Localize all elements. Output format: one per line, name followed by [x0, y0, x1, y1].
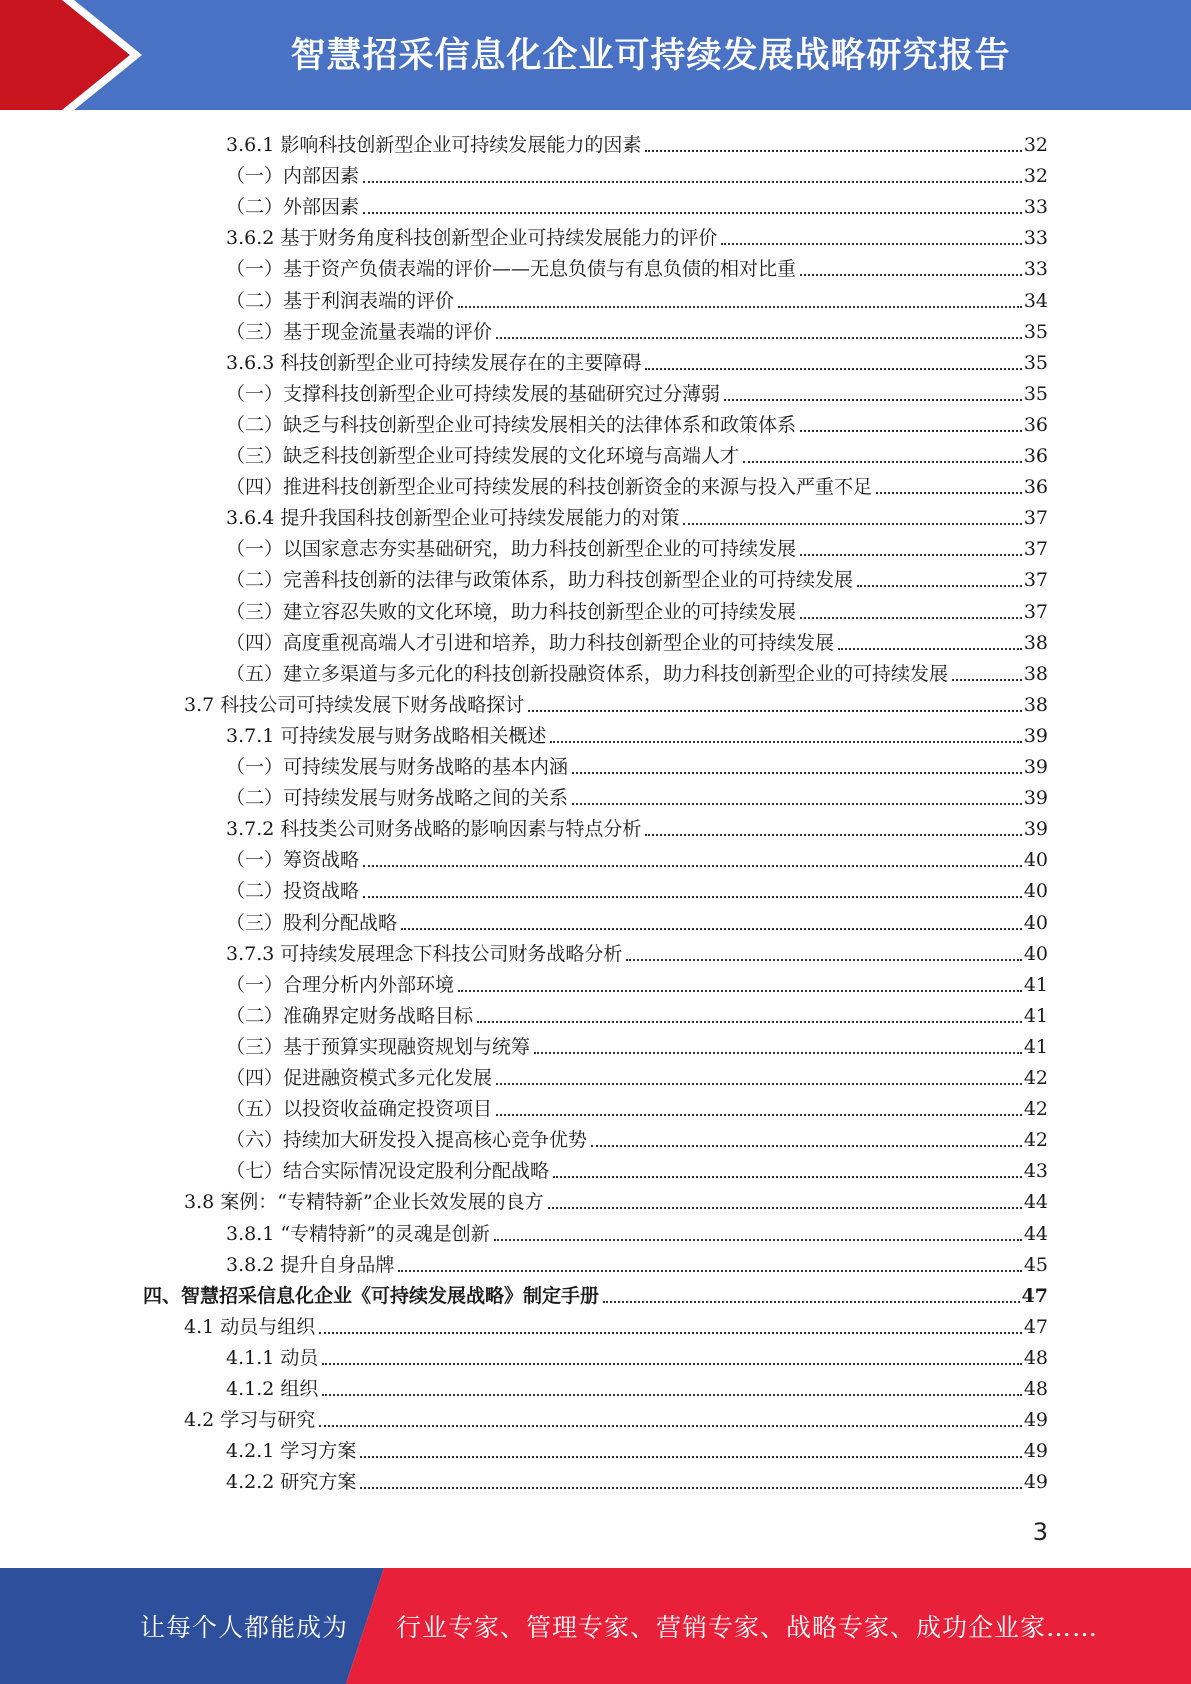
- toc-entry-page: 37: [1023, 507, 1048, 530]
- toc-entry-label: （三）缺乏科技创新型企业可持续发展的文化环境与高端人才: [226, 445, 740, 467]
- toc-leader-dots: [458, 306, 1022, 308]
- toc-entry[interactable]: [226, 624, 1048, 655]
- toc-entry-page: 49: [1023, 1471, 1048, 1494]
- toc-entry[interactable]: [184, 686, 1048, 717]
- toc-leader-dots: [645, 834, 1021, 836]
- toc-entry-label: （二）可持续发展与财务战略之间的关系: [226, 787, 569, 810]
- toc-entry[interactable]: [226, 282, 1048, 313]
- toc-leader-dots: [496, 1114, 1022, 1116]
- toc-leader-dots: [724, 399, 1022, 401]
- toc-leader-dots: [319, 1425, 1022, 1427]
- footer-slogan-right: 行业专家、管理专家、营销专家、战略专家、成功企业家……: [396, 1613, 1099, 1642]
- toc-entry-page: 36: [1023, 445, 1048, 467]
- toc-entry-label: （一）以国家意志夯实基础研究，助力科技创新型企业的可持续发展: [226, 538, 797, 561]
- toc-entry-page: 37: [1023, 600, 1048, 623]
- toc-entry-label: 3.6.2 基于财务角度科技创新型企业可持续发展能力的评价: [226, 227, 718, 250]
- toc-entry-page: 32: [1023, 165, 1048, 188]
- toc-entry[interactable]: [226, 810, 1048, 841]
- toc-entry-page: 42: [1023, 1129, 1048, 1152]
- toc-entry[interactable]: [226, 530, 1048, 561]
- toc-entry-label: （五）建立多渠道与多元化的科技创新投融资体系，助力科技创新型企业的可持续发展: [226, 662, 949, 685]
- toc-entry-label: （三）基于预算实现融资规划与统筹: [226, 1035, 531, 1058]
- toc-entry[interactable]: [226, 468, 1048, 499]
- toc-leader-dots: [534, 1052, 1022, 1054]
- toc-entry-label: 四、智慧招采信息化企业《可持续发展战略》制定手册: [143, 1284, 600, 1307]
- toc-entry-label: （三）建立容忍失败的文化环境，助力科技创新型企业的可持续发展: [226, 600, 797, 623]
- toc-entry[interactable]: [226, 966, 1048, 997]
- toc-entry[interactable]: [226, 1152, 1048, 1183]
- toc-leader-dots: [838, 648, 1022, 650]
- toc-entry[interactable]: [226, 499, 1048, 530]
- toc-entry-label: （二）缺乏与科技创新型企业可持续发展相关的法律体系和政策体系: [226, 413, 797, 436]
- toc-entry-page: 40: [1023, 880, 1048, 903]
- toc-leader-dots: [800, 430, 1022, 432]
- toc-entry[interactable]: [226, 872, 1048, 903]
- toc-entry[interactable]: [184, 1308, 1048, 1339]
- toc-leader-dots: [800, 274, 1022, 276]
- toc-entry-page: 49: [1023, 1440, 1048, 1463]
- toc-entry-page: 44: [1023, 1222, 1048, 1245]
- toc-leader-dots: [743, 461, 1022, 463]
- toc-entry[interactable]: [226, 717, 1048, 748]
- toc-entry-label: 3.6.4 提升我国科技创新型企业可持续发展能力的对策: [226, 507, 680, 530]
- toc-entry-page: 36: [1023, 476, 1048, 499]
- toc-leader-dots: [363, 181, 1022, 183]
- toc-leader-dots: [721, 243, 1021, 245]
- toc-entry-page: 38: [1023, 693, 1048, 716]
- page-number: 3: [1032, 1518, 1048, 1546]
- toc-entry-page: 45: [1023, 1253, 1048, 1276]
- toc-entry-label: 3.7.3 可持续发展理念下科技公司财务战略分析: [226, 942, 623, 965]
- toc-entry-page: 37: [1023, 569, 1048, 592]
- toc-entry-label: 4.1.1 动员: [226, 1346, 319, 1369]
- toc-leader-dots: [477, 1021, 1022, 1023]
- toc-entry-page: 40: [1023, 942, 1048, 965]
- toc-leader-dots: [591, 1145, 1022, 1147]
- toc-entry[interactable]: [226, 1463, 1048, 1494]
- toc-entry[interactable]: [226, 779, 1048, 810]
- page-header: [0, 0, 1191, 110]
- toc-entry[interactable]: [226, 1059, 1048, 1090]
- toc-entry-page: 40: [1023, 849, 1048, 872]
- toc-entry-label: （一）合理分析内外部环境: [226, 973, 455, 996]
- toc-entry-label: 4.2.1 学习方案: [226, 1440, 357, 1463]
- toc-entry[interactable]: [226, 313, 1048, 344]
- toc-entry-page: 42: [1023, 1067, 1048, 1089]
- header-chevron-logo: [0, 0, 160, 110]
- toc-entry-label: 3.6.3 科技创新型企业可持续发展存在的主要障碍: [226, 351, 642, 374]
- toc-entry-page: 39: [1023, 756, 1048, 778]
- toc-entry-page: 37: [1023, 538, 1048, 561]
- toc-entry-label: （一）筹资战略: [226, 849, 360, 872]
- toc-entry[interactable]: [226, 188, 1048, 219]
- toc-leader-dots: [360, 1456, 1021, 1458]
- toc-entry[interactable]: [226, 437, 1048, 468]
- toc-leader-dots: [363, 896, 1022, 898]
- toc-entry[interactable]: [226, 406, 1048, 437]
- toc-leader-dots: [645, 150, 1021, 152]
- toc-entry-label: （二）准确界定财务战略目标: [226, 1004, 474, 1027]
- toc-entry-label: （二）完善科技创新的法律与政策体系，助力科技创新型企业的可持续发展: [226, 569, 854, 592]
- toc-entry-label: （二）外部因素: [226, 196, 360, 219]
- toc-entry-page: 34: [1023, 289, 1048, 312]
- toc-entry-page: 33: [1023, 258, 1048, 281]
- toc-leader-dots: [528, 710, 1022, 712]
- toc-leader-dots: [800, 617, 1022, 619]
- toc-entry[interactable]: [226, 904, 1048, 935]
- toc-entry[interactable]: [184, 1183, 1048, 1214]
- toc-leader-dots: [876, 492, 1022, 494]
- toc-leader-dots: [398, 1270, 1021, 1272]
- toc-entry[interactable]: [226, 375, 1048, 406]
- toc-entry-label: （七）结合实际情况设定股利分配战略: [226, 1160, 550, 1183]
- toc-entry[interactable]: [226, 1215, 1048, 1246]
- toc-entry[interactable]: [143, 1277, 1048, 1308]
- toc-entry-label: （六）持续加大研发投入提高核心竞争优势: [226, 1129, 588, 1152]
- toc-entry-label: （二）投资战略: [226, 880, 360, 903]
- toc-entry-page: 41: [1023, 1004, 1048, 1027]
- footer-slogan-left: 让每个人都能成为: [140, 1613, 349, 1642]
- toc-entry-page: 32: [1023, 134, 1048, 156]
- toc-leader-dots: [496, 1083, 1022, 1085]
- toc-leader-dots: [319, 1332, 1022, 1334]
- toc-entry-page: 39: [1023, 787, 1048, 810]
- toc-entry[interactable]: [226, 655, 1048, 686]
- toc-entry-label: 3.8.1 “专精特新”的灵魂是创新: [226, 1222, 490, 1245]
- toc-entry-label: 3.6.1 影响科技创新型企业可持续发展能力的因素: [226, 134, 642, 156]
- toc-entry-page: 36: [1023, 413, 1048, 436]
- toc-leader-dots: [401, 928, 1022, 930]
- toc-leader-dots: [363, 212, 1022, 214]
- toc-entry[interactable]: [226, 593, 1048, 624]
- toc-entry-label: （一）基于资产负债表端的评价——无息负债与有息负债的相对比重: [226, 258, 797, 281]
- toc-entry-page: 44: [1023, 1191, 1048, 1214]
- page-footer: [0, 1568, 1191, 1684]
- toc-entry[interactable]: [226, 1028, 1048, 1059]
- toc-leader-dots: [645, 368, 1021, 370]
- toc-entry-page: 40: [1023, 911, 1048, 934]
- toc-entry[interactable]: [226, 1246, 1048, 1277]
- toc-entry[interactable]: [226, 935, 1048, 966]
- toc-entry[interactable]: [226, 1370, 1048, 1401]
- toc-entry-page: 39: [1023, 818, 1048, 841]
- toc-entry-label: 3.7 科技公司可持续发展下财务战略探讨: [184, 693, 525, 716]
- toc-entry-label: （一）支撑科技创新型企业可持续发展的基础研究过分薄弱: [226, 382, 721, 405]
- toc-entry-page: 35: [1023, 320, 1048, 343]
- report-title: 智慧招采信息化企业可持续发展战略研究报告: [290, 36, 1011, 76]
- toc-entry[interactable]: [226, 841, 1048, 872]
- toc-entry-label: （二）基于利润表端的评价: [226, 289, 455, 312]
- toc-entry[interactable]: [226, 1339, 1048, 1370]
- toc-entry-label: 4.1.2 组织: [226, 1378, 319, 1400]
- toc-entry-page: 42: [1023, 1098, 1048, 1121]
- toc-entry-page: 43: [1023, 1160, 1048, 1183]
- toc-entry-label: （三）基于现金流量表端的评价: [226, 320, 493, 343]
- toc-entry-page: 41: [1023, 973, 1048, 996]
- toc-entry[interactable]: [226, 1432, 1048, 1463]
- toc-leader-dots: [626, 959, 1021, 961]
- toc-entry-label: （五）以投资收益确定投资项目: [226, 1098, 493, 1121]
- toc-entry-label: （四）高度重视高端人才引进和培养，助力科技创新型企业的可持续发展: [226, 631, 835, 654]
- toc-entry-page: 47: [1021, 1284, 1048, 1307]
- toc-entry[interactable]: [226, 1090, 1048, 1121]
- toc-entry-label: （一）内部因素: [226, 165, 360, 188]
- toc-leader-dots: [572, 803, 1022, 805]
- toc-leader-dots: [363, 865, 1022, 867]
- toc-entry-page: 38: [1023, 631, 1048, 654]
- toc-entry[interactable]: [226, 250, 1048, 281]
- toc-entry-label: 3.8 案例：“专精特新”企业长效发展的良方: [184, 1191, 544, 1214]
- toc-leader-dots: [322, 1394, 1021, 1396]
- toc-entry-page: 48: [1023, 1346, 1048, 1369]
- toc-leader-dots: [360, 1487, 1021, 1489]
- toc-leader-dots: [800, 554, 1022, 556]
- toc-entry[interactable]: [184, 1401, 1048, 1432]
- toc-entry-page: 38: [1023, 662, 1048, 685]
- toc-entry-label: （一）可持续发展与财务战略的基本内涵: [226, 756, 569, 778]
- toc-entry-page: 41: [1023, 1035, 1048, 1058]
- toc-entry-label: （三）股利分配战略: [226, 911, 398, 934]
- toc-entry-page: 33: [1023, 196, 1048, 219]
- toc-entry[interactable]: [226, 561, 1048, 592]
- toc-entry[interactable]: [226, 344, 1048, 375]
- toc-entry-label: 3.7.2 科技类公司财务战略的影响因素与特点分析: [226, 818, 642, 841]
- toc-leader-dots: [683, 523, 1021, 525]
- toc-entry-label: （四）促进融资模式多元化发展: [226, 1067, 493, 1089]
- toc-entry-label: 4.1 动员与组织: [184, 1315, 316, 1338]
- toc-entry-label: 3.7.1 可持续发展与财务战略相关概述: [226, 724, 547, 747]
- toc-entry-label: 3.8.2 提升自身品牌: [226, 1253, 395, 1276]
- toc-entry[interactable]: [226, 157, 1048, 188]
- toc-entry-label: 4.2.2 研究方案: [226, 1471, 357, 1494]
- toc-entry-label: （四）推进科技创新型企业可持续发展的科技创新资金的来源与投入严重不足: [226, 476, 873, 499]
- toc-entry[interactable]: [226, 997, 1048, 1028]
- toc-entry-page: 49: [1023, 1409, 1048, 1432]
- toc-entry-page: 47: [1023, 1315, 1048, 1338]
- toc-leader-dots: [550, 741, 1021, 743]
- toc-leader-dots: [603, 1301, 1020, 1303]
- toc-entry-page: 39: [1023, 724, 1048, 747]
- toc-leader-dots: [494, 1239, 1022, 1241]
- toc-leader-dots: [458, 990, 1022, 992]
- toc-entry-page: 48: [1023, 1378, 1048, 1400]
- toc-entry-page: 35: [1023, 351, 1048, 374]
- toc-entry-page: 33: [1023, 227, 1048, 250]
- toc-leader-dots: [572, 772, 1022, 774]
- toc-entry[interactable]: [226, 126, 1048, 157]
- toc-entry[interactable]: [226, 1121, 1048, 1152]
- toc-leader-dots: [548, 1207, 1022, 1209]
- toc-leader-dots: [952, 679, 1022, 681]
- toc-leader-dots: [857, 585, 1022, 587]
- toc-entry-page: 35: [1023, 382, 1048, 405]
- toc-leader-dots: [496, 337, 1022, 339]
- toc-entry[interactable]: [226, 219, 1048, 250]
- toc-leader-dots: [553, 1176, 1022, 1178]
- toc-leader-dots: [322, 1363, 1021, 1365]
- toc-entry[interactable]: [226, 748, 1048, 779]
- toc-entry-label: 4.2 学习与研究: [184, 1409, 316, 1432]
